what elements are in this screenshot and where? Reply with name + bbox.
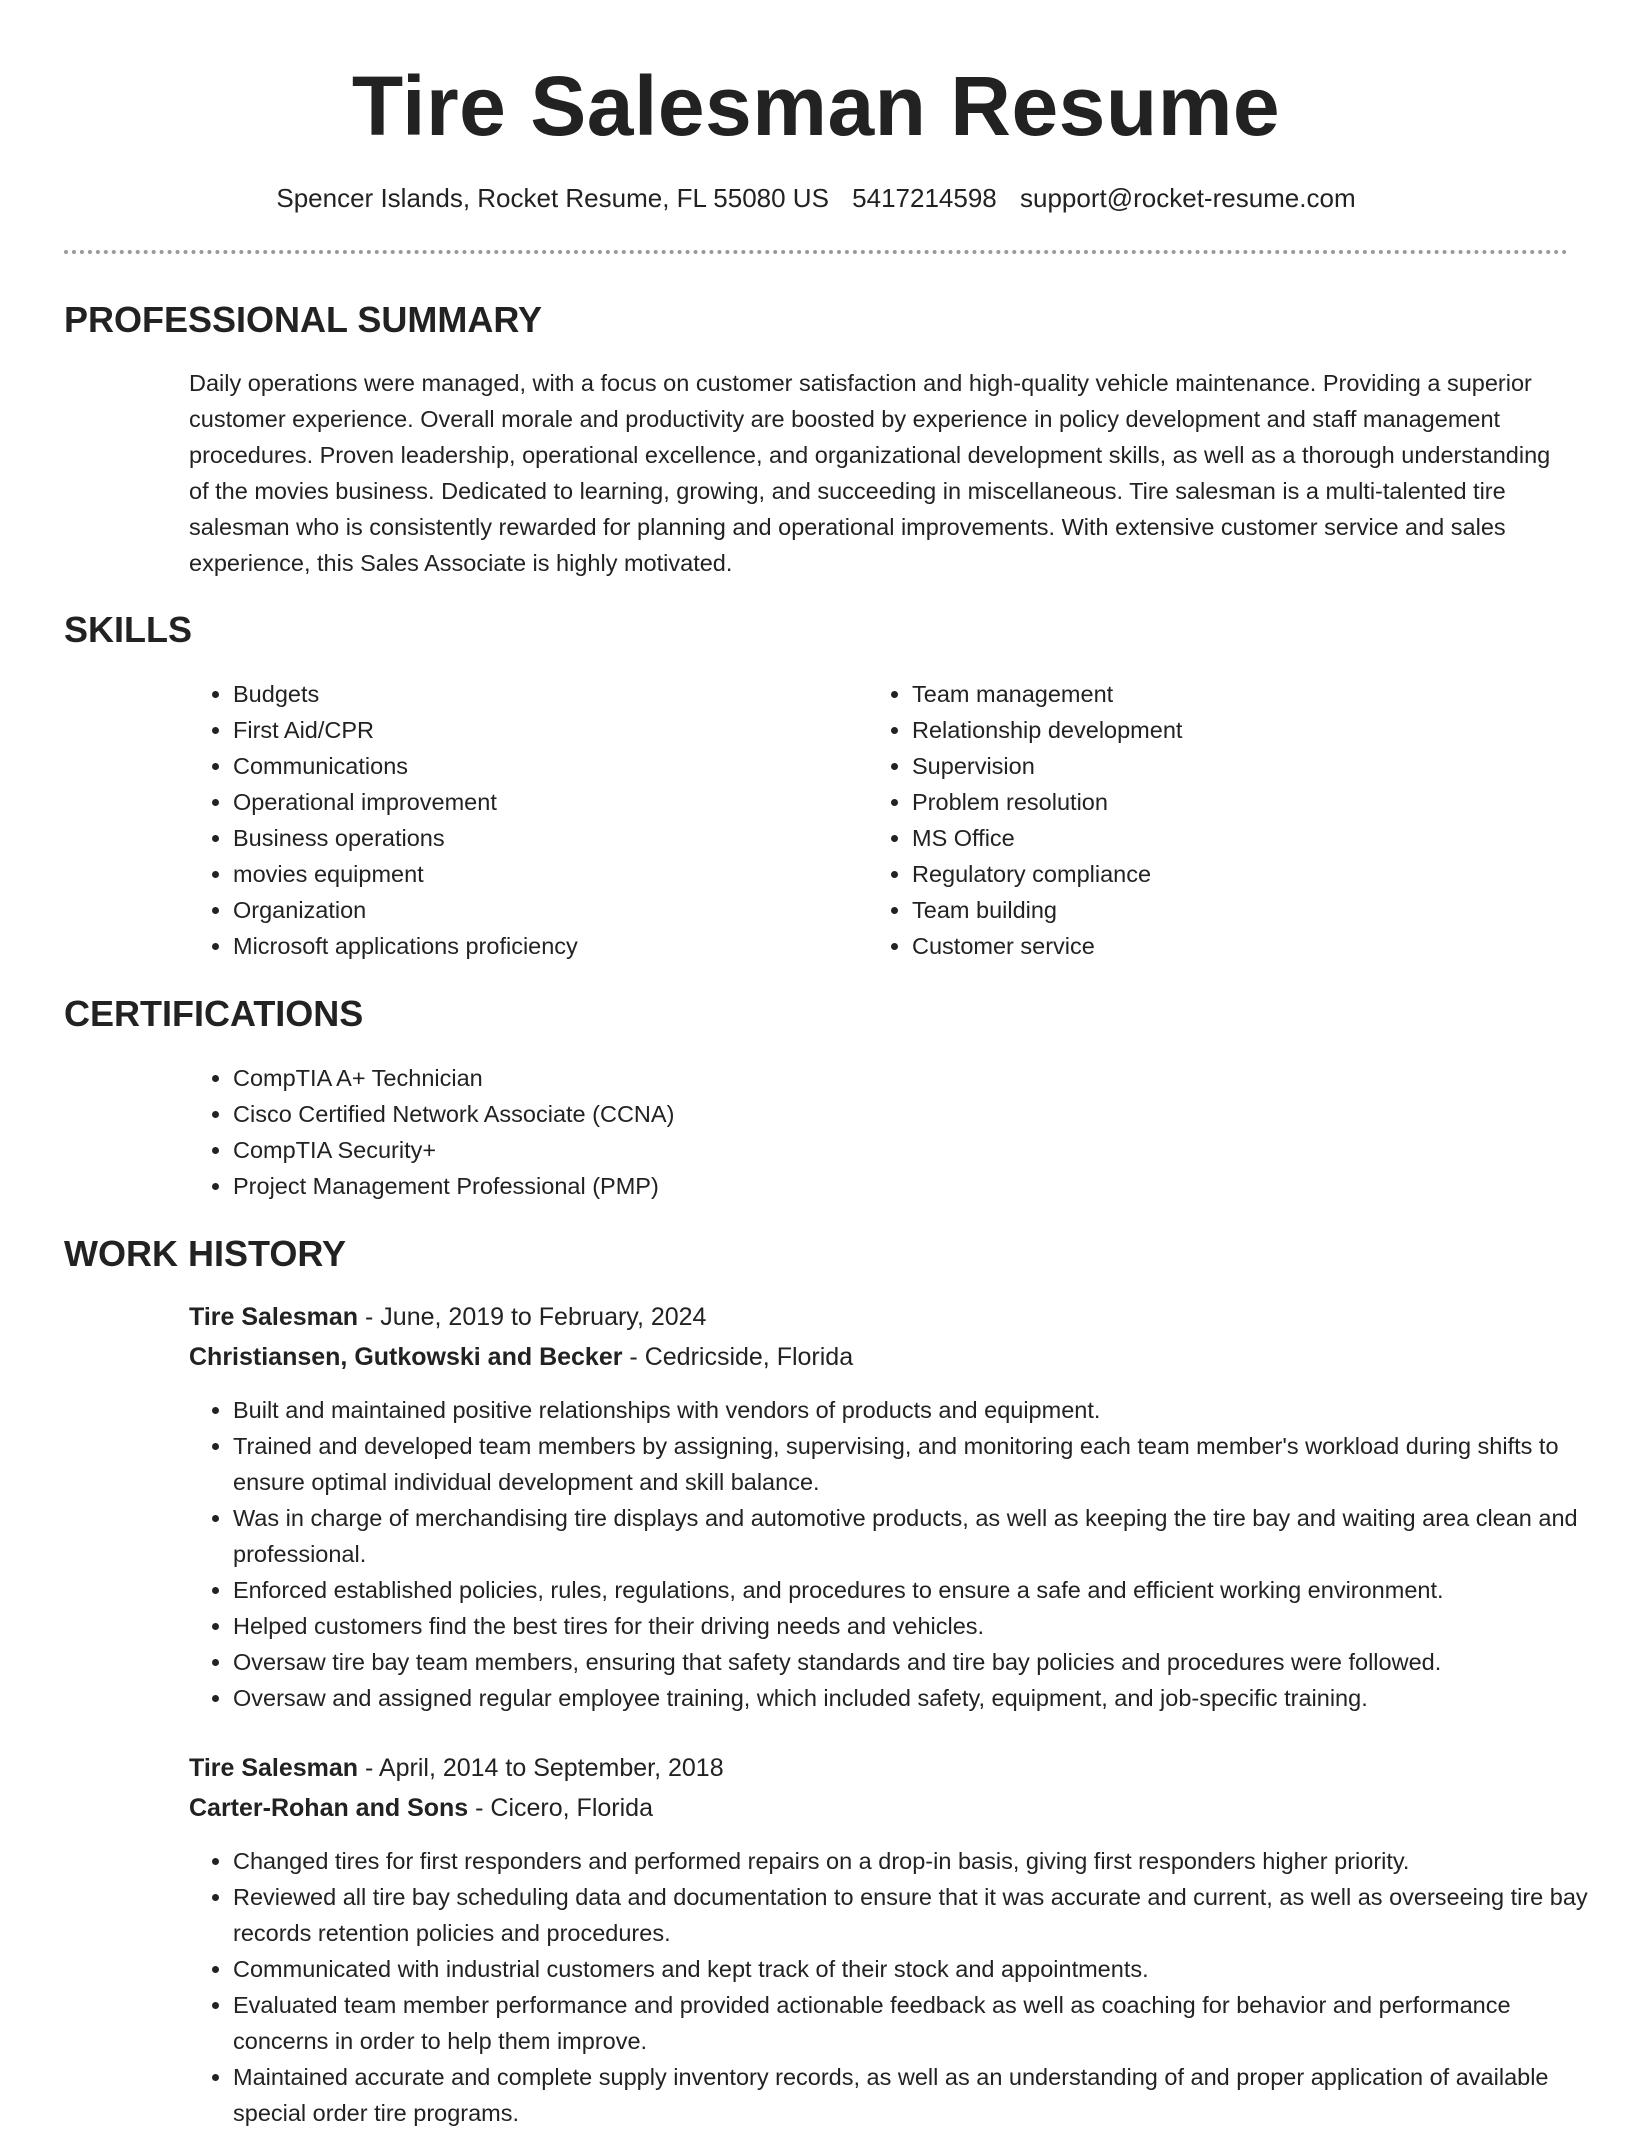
certification-item: • CompTIA A+ Technician bbox=[233, 1060, 1533, 1096]
skills-list-left bbox=[189, 676, 833, 964]
resume-title: Tire Salesman Resume bbox=[351, 59, 1281, 153]
skill-item: • First Aid/CPR bbox=[233, 712, 833, 748]
job-duty: • Oversaw and assigned regular employee training, which included safety, equipment, and job-specific training. bbox=[233, 1680, 1598, 1716]
skill-item: • MS Office bbox=[912, 820, 1562, 856]
skills-list-right bbox=[868, 676, 1562, 964]
job-duty: • Reviewed all tire bay scheduling data and documentation to ensure that it was accurate and current, as well as overseeing tire bay records retention policies and procedures. bbox=[233, 1879, 1598, 1951]
skills-heading: SKILLS bbox=[64, 609, 193, 650]
job-company: Carter-Rohan and Sons bbox=[189, 1794, 469, 1822]
job-company-line bbox=[189, 1337, 853, 1377]
skill-item: • Organization bbox=[233, 892, 833, 928]
skill-item: • Microsoft applications proficiency bbox=[233, 928, 833, 964]
certification-item: • Cisco Certified Network Associate (CCNA) bbox=[233, 1096, 1533, 1132]
certification-item: • Project Management Professional (PMP) bbox=[233, 1168, 1533, 1204]
skill-item: • Supervision bbox=[912, 748, 1562, 784]
job-dates: - June, 2019 to February, 2024 bbox=[358, 1303, 707, 1331]
job-duty: • Maintained accurate and complete supply inventory records, as well as an understanding of and proper application of available special order tire programs. bbox=[233, 2059, 1598, 2131]
skill-item: • Team management bbox=[912, 676, 1562, 712]
summary-text: Daily operations were managed, with a focus on customer satisfaction and high-quality vehicle maintenance. Providing a superior customer experience. Overall morale and productivity are boosted by experience in policy development and staff management procedures. Proven leadership, operational excellence, and organizational development skills, as well as a thorough understanding of the movies business. Dedicated to learning, growing, and succeeding in miscellaneous. Tire salesman is a multi-talented tire salesman who is consistently rewarded for planning and operational improvements. With extensive customer service and sales experience, this Sales Associate is highly motivated. bbox=[189, 370, 1551, 576]
job-dates: - April, 2014 to September, 2018 bbox=[358, 1754, 724, 1782]
skill-item: • Team building bbox=[912, 892, 1562, 928]
certification-item: • CompTIA Security+ bbox=[233, 1132, 1533, 1168]
job-company: Christiansen, Gutkowski and Becker bbox=[189, 1343, 623, 1371]
work-history-heading: WORK HISTORY bbox=[64, 1233, 347, 1274]
job-title: Tire Salesman bbox=[189, 1303, 359, 1331]
contact-email: support@rocket-resume.com bbox=[1020, 183, 1356, 213]
certifications-heading: CERTIFICATIONS bbox=[64, 993, 364, 1034]
skill-item: • Problem resolution bbox=[912, 784, 1562, 820]
job-location: - Cedricside, Florida bbox=[622, 1343, 854, 1371]
job-company-line bbox=[189, 1788, 653, 1828]
skill-item: • Relationship development bbox=[912, 712, 1562, 748]
job-duty: • Built and maintained positive relationships with vendors of products and equipment. bbox=[233, 1392, 1598, 1428]
skill-item: • movies equipment bbox=[233, 856, 833, 892]
job-duties-list bbox=[189, 1392, 1598, 1716]
contact-phone: 5417214598 bbox=[852, 183, 997, 213]
job-duty: • Evaluated team member performance and provided actionable feedback as well as coaching for behavior and performance concerns in order to help them improve. bbox=[233, 1987, 1598, 2059]
skill-item: • Customer service bbox=[912, 928, 1562, 964]
skill-item: • Operational improvement bbox=[233, 784, 833, 820]
job-duty: • Changed tires for first responders and performed repairs on a drop-in basis, giving first responders higher priority. bbox=[233, 1843, 1598, 1879]
job-title: Tire Salesman bbox=[189, 1754, 359, 1782]
job-duty: • Was in charge of merchandising tire displays and automotive products, as well as keeping the tire bay and waiting area clean and professional. bbox=[233, 1500, 1598, 1572]
summary-heading: PROFESSIONAL SUMMARY bbox=[64, 299, 543, 340]
skill-item: • Business operations bbox=[233, 820, 833, 856]
job-duty: • Enforced established policies, rules, regulations, and procedures to ensure a safe and efficient working environment. bbox=[233, 1572, 1598, 1608]
contact-info bbox=[0, 180, 1632, 216]
skill-item: • Communications bbox=[233, 748, 833, 784]
job-title-line bbox=[189, 1748, 724, 1788]
skill-item: • Regulatory compliance bbox=[912, 856, 1562, 892]
contact-address: Spencer Islands, Rocket Resume, FL 55080 US bbox=[276, 183, 829, 213]
job-location: - Cicero, Florida bbox=[468, 1794, 653, 1822]
job-duty: • Communicated with industrial customers and kept track of their stock and appointments. bbox=[233, 1951, 1598, 1987]
job-duty: • Oversaw tire bay team members, ensuring that safety standards and tire bay policies and procedures were followed. bbox=[233, 1644, 1598, 1680]
job-duty: • Helped customers find the best tires for their driving needs and vehicles. bbox=[233, 1608, 1598, 1644]
header-divider bbox=[64, 250, 1568, 254]
job-duties-list bbox=[189, 1843, 1598, 2131]
skill-item: • Budgets bbox=[233, 676, 833, 712]
job-duty: • Trained and developed team members by assigning, supervising, and monitoring each team member's workload during shifts to ensure optimal individual development and skill balance. bbox=[233, 1428, 1598, 1500]
certifications-list bbox=[189, 1060, 1533, 1204]
job-title-line bbox=[189, 1297, 706, 1337]
